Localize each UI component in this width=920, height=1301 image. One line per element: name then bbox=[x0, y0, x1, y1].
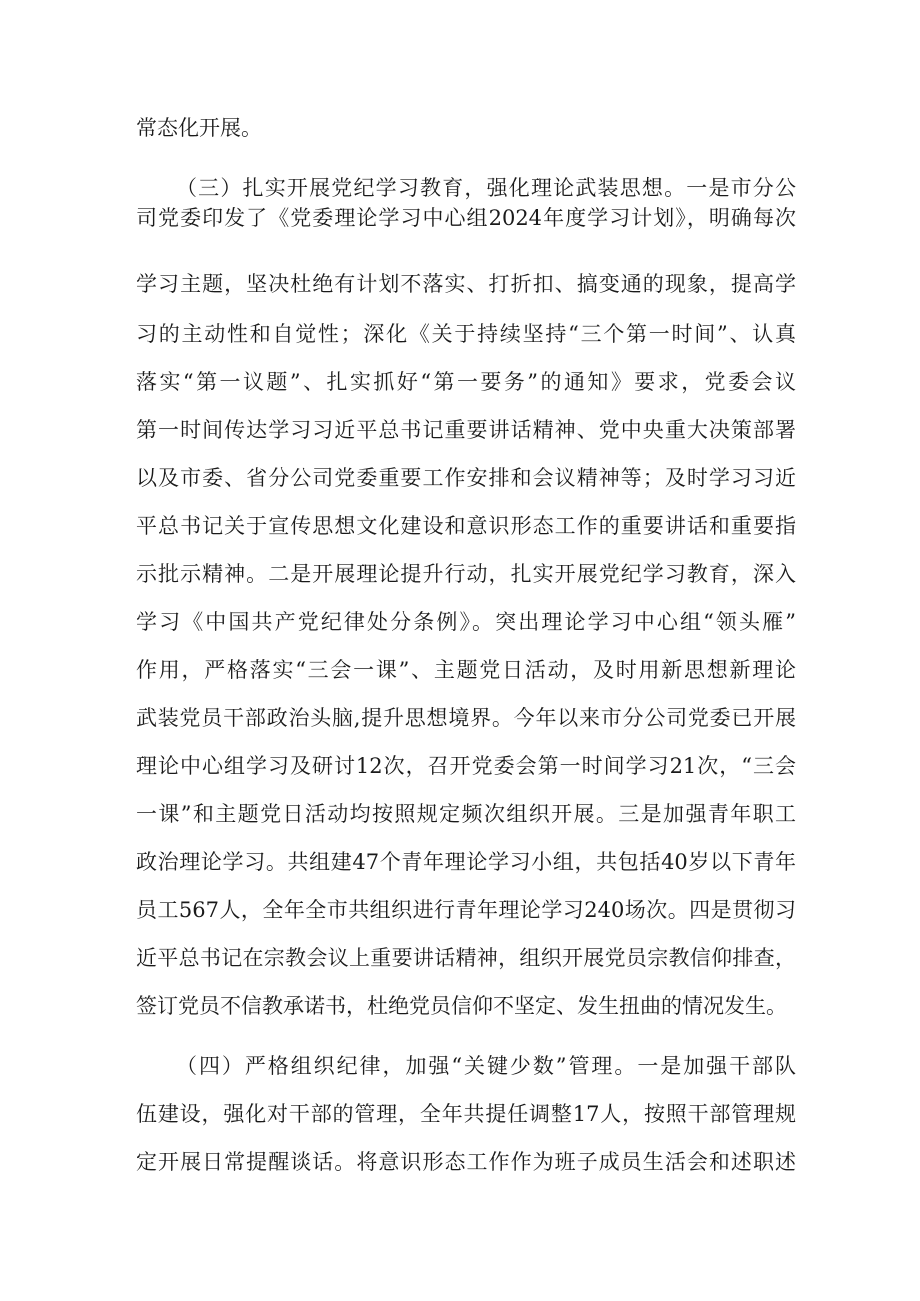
paragraph-line: 签订党员不信教承诺书，杜绝党员信仰不坚定、发生扭曲的情况发生。 bbox=[136, 994, 787, 1018]
paragraph-line: 定开展日常提醒谈话。将意识形态工作作为班子成员生活会和述职述 bbox=[136, 1150, 796, 1174]
paragraph-line: 武装党员干部政治头脑,提升思想境界。今年以来市分公司党委已开展 bbox=[136, 706, 796, 730]
paragraph-line: 员工567人，全年全市共组织进行青年理论学习240场次。四是贯彻习 bbox=[136, 898, 796, 922]
paragraph-line: 学习《中国共产党纪律处分条例》。突出理论学习中心组“领头雁” bbox=[136, 610, 796, 634]
paragraph-line: 平总书记关于宣传思想文化建设和意识形态工作的重要讲话和重要指 bbox=[136, 514, 796, 538]
paragraph-line: 示批示精神。二是开展理论提升行动，扎实开展党纪学习教育，深入 bbox=[136, 562, 796, 586]
paragraph-line: 理论中心组学习及研讨12次，召开党委会第一时间学习21次，“三会 bbox=[136, 754, 796, 778]
paragraph-line: 近平总书记在宗教会议上重要讲话精神，组织开展党员宗教信仰排查， bbox=[136, 946, 796, 970]
paragraph-line: 司党委印发了《党委理论学习中心组2024年度学习计划》，明确每次 bbox=[136, 206, 796, 230]
paragraph-line: 学习主题，坚决杜绝有计划不落实、打折扣、搞变通的现象，提高学 bbox=[136, 272, 796, 296]
paragraph-line: 习的主动性和自觉性；深化《关于持续坚持“三个第一时间”、认真 bbox=[136, 322, 796, 346]
paragraph-line: 作用，严格落实“三会一课”、主题党日活动，及时用新思想新理论 bbox=[136, 658, 796, 682]
paragraph-line: 政治理论学习。共组建47个青年理论学习小组，共包括40岁以下青年 bbox=[136, 850, 796, 874]
paragraph-line: 落实“第一议题”、扎实抓好“第一要务”的通知》要求，党委会议 bbox=[136, 370, 796, 394]
paragraph-line: 伍建设，强化对干部的管理，全年共提任调整17人，按照干部管理规 bbox=[136, 1102, 796, 1126]
paragraph-line: 第一时间传达学习习近平总书记重要讲话精神、党中央重大决策部署 bbox=[136, 418, 796, 442]
paragraph-line: 一课”和主题党日活动均按照规定频次组织开展。三是加强青年职工 bbox=[136, 802, 796, 826]
section-heading-line: （三）扎实开展党纪学习教育，强化理论武装思想。一是市分公 bbox=[176, 176, 796, 200]
paragraph-line: 以及市委、省分公司党委重要工作安排和会议精神等；及时学习习近 bbox=[136, 466, 796, 490]
paragraph-line: 常态化开展。 bbox=[136, 116, 262, 140]
section-heading-line: （四）严格组织纪律，加强“关键少数”管理。一是加强干部队 bbox=[176, 1054, 796, 1078]
